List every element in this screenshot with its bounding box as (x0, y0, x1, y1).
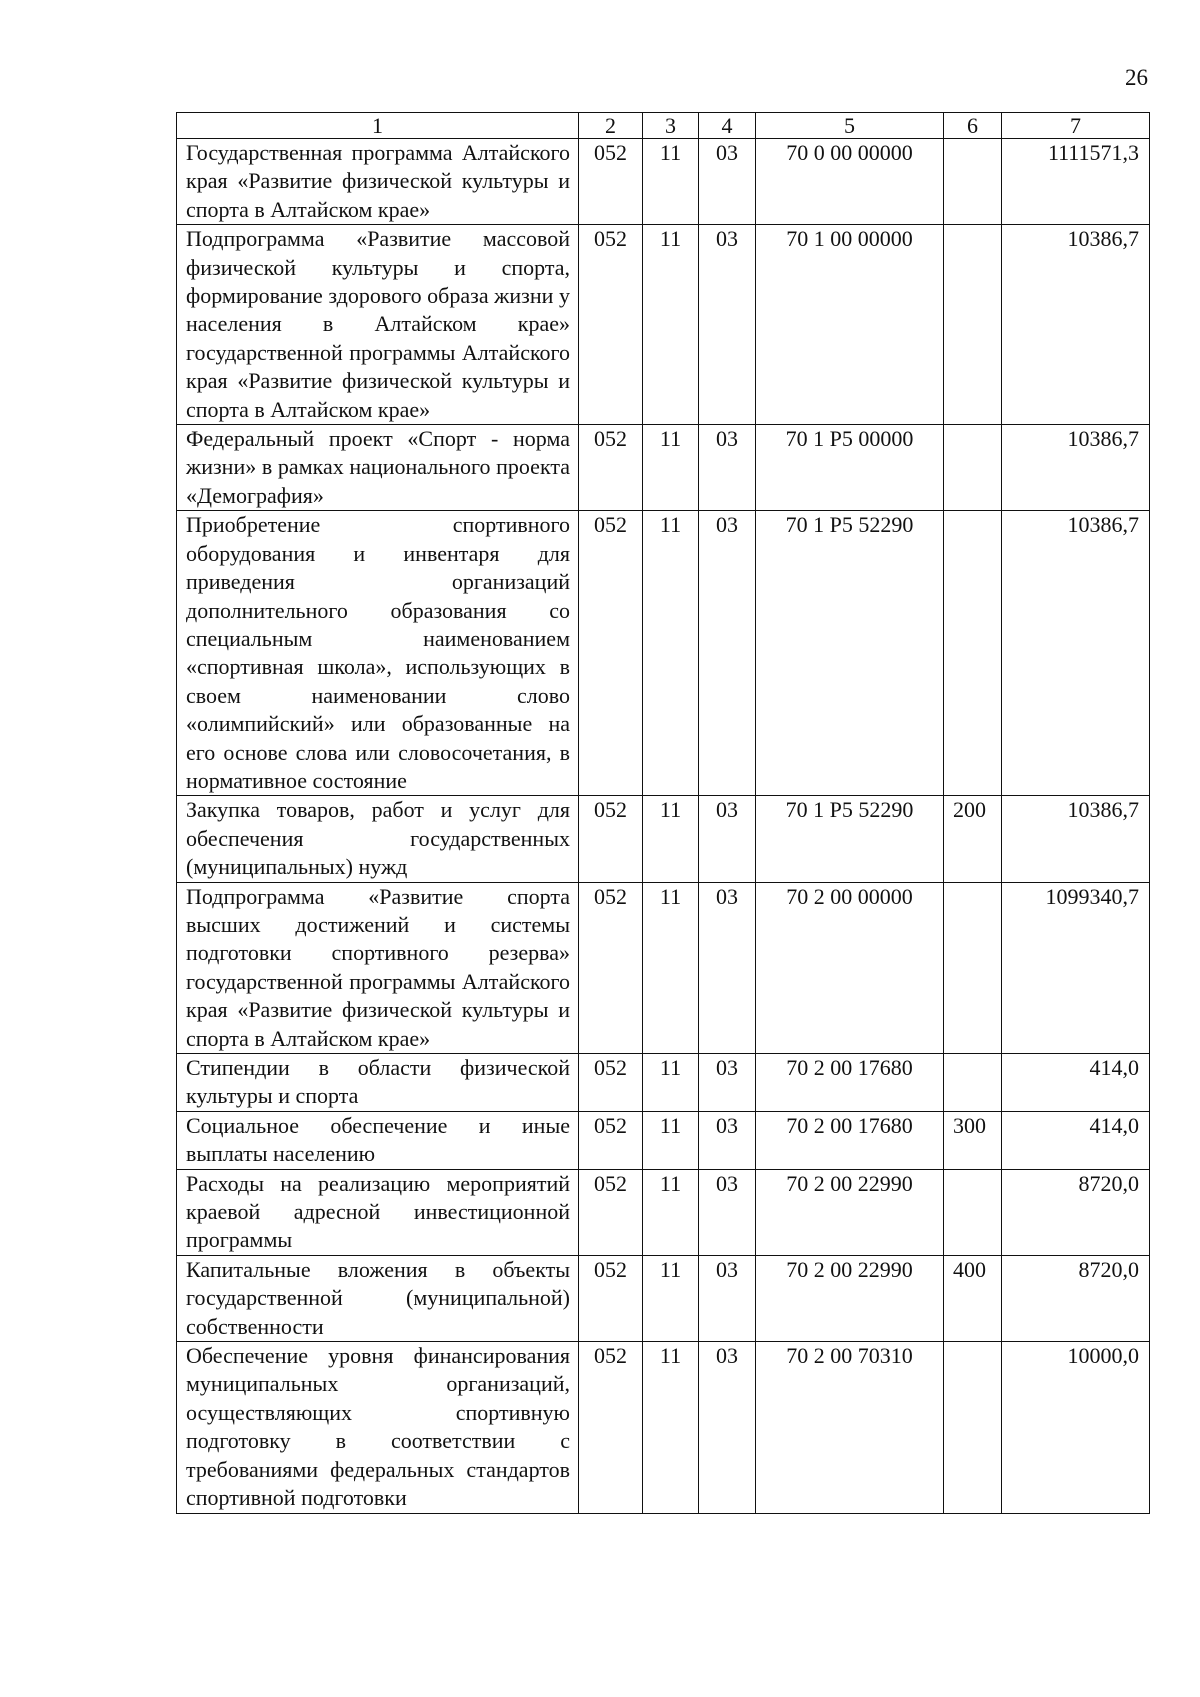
row-name: Стипендии в области физической культуры и спорта (177, 1054, 579, 1112)
table-row (177, 1342, 1150, 1513)
column-header-1: 1 (177, 113, 579, 139)
cell-col6 (944, 225, 1002, 425)
cell-col7-amount: 1099340,7 (1002, 882, 1150, 1053)
table-row (177, 1255, 1150, 1341)
cell-col4: 03 (699, 1169, 756, 1255)
cell-col5: 70 2 00 17680 (756, 1111, 944, 1169)
cell-col5: 70 1 P5 52290 (756, 511, 944, 796)
cell-col7-amount: 8720,0 (1002, 1255, 1150, 1341)
cell-col4: 03 (699, 425, 756, 511)
cell-col2: 052 (579, 511, 643, 796)
table-row (177, 882, 1150, 1053)
cell-col3: 11 (643, 225, 699, 425)
cell-col2: 052 (579, 225, 643, 425)
cell-col2: 052 (579, 1342, 643, 1513)
row-name: Социальное обеспечение и иные выплаты населению (177, 1111, 579, 1169)
cell-col5: 70 2 00 70310 (756, 1342, 944, 1513)
cell-col3: 11 (643, 1054, 699, 1112)
cell-col7-amount: 10000,0 (1002, 1342, 1150, 1513)
row-name: Подпрограмма «Развитие массовой физической культуры и спорта, формирование здорового образа жизни у населения в Алтайском крае» государственной программы Алтайского края «Развитие физической культуры и спорта в Алтайском крае» (177, 225, 579, 425)
cell-col4: 03 (699, 796, 756, 882)
cell-col6 (944, 1169, 1002, 1255)
cell-col6 (944, 882, 1002, 1053)
column-header-7: 7 (1002, 113, 1150, 139)
cell-col3: 11 (643, 1255, 699, 1341)
cell-col6 (944, 139, 1002, 225)
table-row (177, 1169, 1150, 1255)
table-row (177, 139, 1150, 225)
row-name: Капитальные вложения в объекты государственной (муниципальной) собственности (177, 1255, 579, 1341)
cell-col6: 300 (944, 1111, 1002, 1169)
row-name: Приобретение спортивного оборудования и инвентаря для приведения организаций дополнительного образования со специальным наименованием «спортивная школа», использующих в своем наименовании слово «олимпийский» или образованные на его основе слова или словосочетания, в нормативное состояние (177, 511, 579, 796)
cell-col2: 052 (579, 139, 643, 225)
cell-col3: 11 (643, 139, 699, 225)
cell-col6 (944, 425, 1002, 511)
cell-col5: 70 1 P5 52290 (756, 796, 944, 882)
cell-col7-amount: 8720,0 (1002, 1169, 1150, 1255)
cell-col4: 03 (699, 1111, 756, 1169)
cell-col5: 70 1 00 00000 (756, 225, 944, 425)
cell-col2: 052 (579, 1169, 643, 1255)
cell-col3: 11 (643, 1111, 699, 1169)
column-header-3: 3 (643, 113, 699, 139)
row-name: Обеспечение уровня финансирования муниципальных организаций, осуществляющих спортивную подготовку в соответствии с требованиями федеральных стандартов спортивной подготовки (177, 1342, 579, 1513)
cell-col6: 400 (944, 1255, 1002, 1341)
cell-col4: 03 (699, 511, 756, 796)
cell-col7-amount: 10386,7 (1002, 425, 1150, 511)
row-name: Федеральный проект «Спорт - норма жизни» в рамках национального проекта «Демография» (177, 425, 579, 511)
cell-col4: 03 (699, 139, 756, 225)
cell-col3: 11 (643, 1342, 699, 1513)
cell-col3: 11 (643, 511, 699, 796)
row-name: Государственная программа Алтайского края «Развитие физической культуры и спорта в Алтайском крае» (177, 139, 579, 225)
cell-col3: 11 (643, 1169, 699, 1255)
cell-col7-amount: 10386,7 (1002, 225, 1150, 425)
cell-col7-amount: 1111571,3 (1002, 139, 1150, 225)
cell-col5: 70 2 00 00000 (756, 882, 944, 1053)
cell-col4: 03 (699, 1255, 756, 1341)
cell-col6 (944, 1342, 1002, 1513)
column-header-4: 4 (699, 113, 756, 139)
table-row (177, 796, 1150, 882)
cell-col5: 70 0 00 00000 (756, 139, 944, 225)
cell-col6 (944, 511, 1002, 796)
column-header-2: 2 (579, 113, 643, 139)
table-row (177, 511, 1150, 796)
cell-col4: 03 (699, 1342, 756, 1513)
cell-col2: 052 (579, 1255, 643, 1341)
cell-col2: 052 (579, 882, 643, 1053)
page-number: 26 (1125, 65, 1148, 90)
cell-col2: 052 (579, 425, 643, 511)
row-name: Подпрограмма «Развитие спорта высших достижений и системы подготовки спортивного резерва» государственной программы Алтайского края «Развитие физической культуры и спорта в Алтайском крае» (177, 882, 579, 1053)
table-row (177, 1111, 1150, 1169)
cell-col2: 052 (579, 1111, 643, 1169)
cell-col7-amount: 414,0 (1002, 1054, 1150, 1112)
cell-col4: 03 (699, 1054, 756, 1112)
cell-col4: 03 (699, 225, 756, 425)
row-name: Закупка товаров, работ и услуг для обеспечения государственных (муниципальных) нужд (177, 796, 579, 882)
cell-col3: 11 (643, 425, 699, 511)
table-row (177, 1054, 1150, 1112)
cell-col4: 03 (699, 882, 756, 1053)
cell-col5: 70 1 P5 00000 (756, 425, 944, 511)
cell-col2: 052 (579, 1054, 643, 1112)
cell-col7-amount: 10386,7 (1002, 511, 1150, 796)
cell-col5: 70 2 00 22990 (756, 1255, 944, 1341)
budget-table (176, 112, 1150, 1514)
row-name: Расходы на реализацию мероприятий краевой адресной инвестиционной программы (177, 1169, 579, 1255)
cell-col6 (944, 1054, 1002, 1112)
header-row (177, 113, 1150, 139)
cell-col3: 11 (643, 796, 699, 882)
cell-col6: 200 (944, 796, 1002, 882)
column-header-5: 5 (756, 113, 944, 139)
cell-col7-amount: 10386,7 (1002, 796, 1150, 882)
cell-col5: 70 2 00 22990 (756, 1169, 944, 1255)
cell-col2: 052 (579, 796, 643, 882)
cell-col7-amount: 414,0 (1002, 1111, 1150, 1169)
table-row (177, 225, 1150, 425)
cell-col5: 70 2 00 17680 (756, 1054, 944, 1112)
column-header-6: 6 (944, 113, 1002, 139)
table-row (177, 425, 1150, 511)
cell-col3: 11 (643, 882, 699, 1053)
